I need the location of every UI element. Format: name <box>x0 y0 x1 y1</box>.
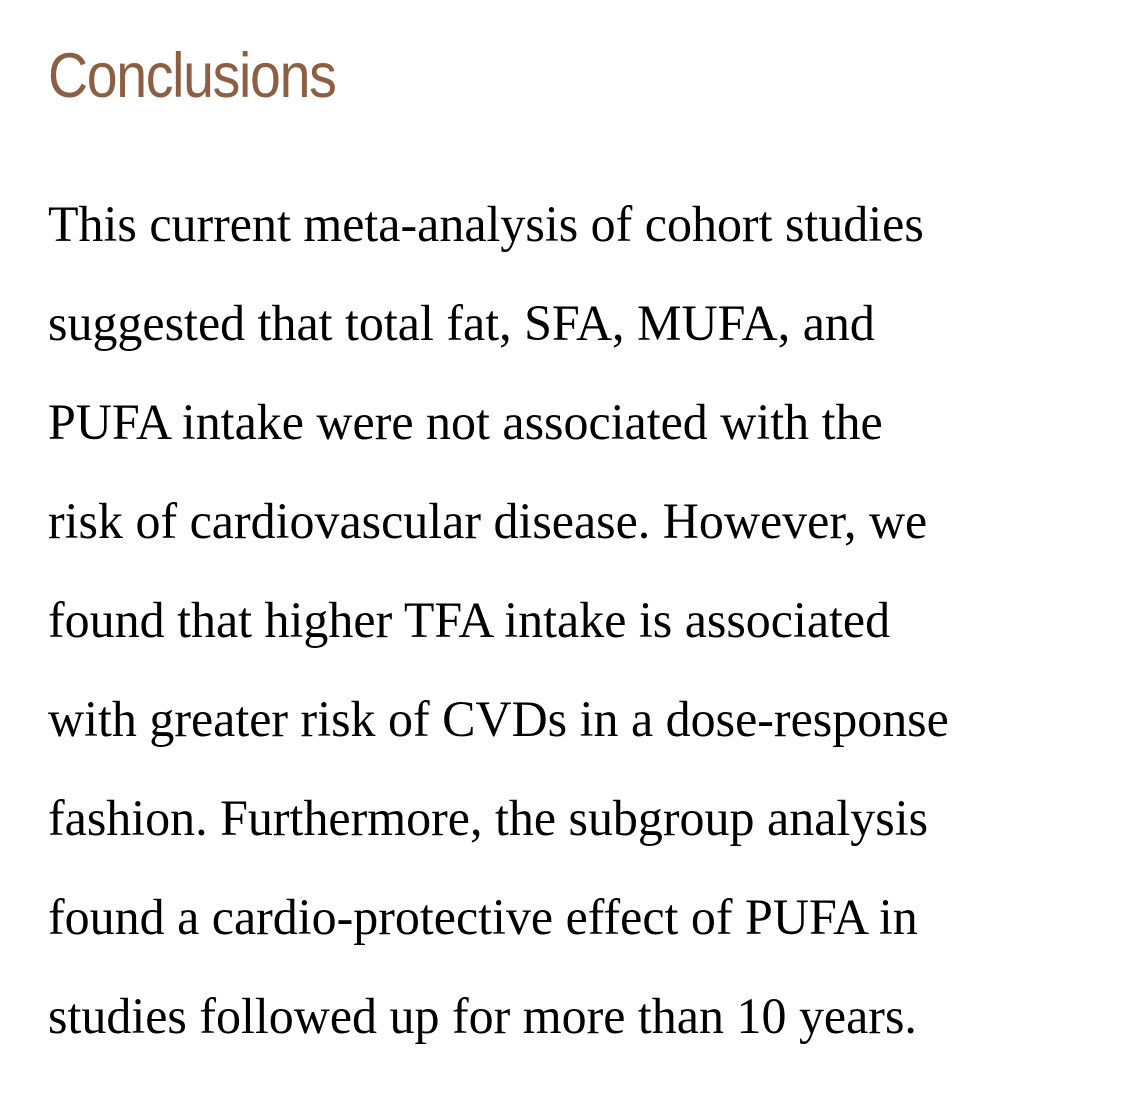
paragraph-line: risk of cardiovascular disease. However, we <box>48 494 928 550</box>
paragraph-line: fashion. Furthermore, the subgroup analysis <box>48 791 929 847</box>
paragraph-line: found a cardio-protective effect of PUFA in <box>48 890 918 946</box>
paragraph-line: studies followed up for more than 10 years. <box>48 989 917 1045</box>
paragraph-line: PUFA intake were not associated with the <box>48 395 883 451</box>
section-heading: Conclusions <box>48 41 336 111</box>
paragraph-line: suggested that total fat, SFA, MUFA, and <box>48 296 875 352</box>
paragraph-line: found that higher TFA intake is associated <box>48 593 891 649</box>
conclusions-paragraph <box>48 176 1108 1067</box>
paragraph-line: This current meta-analysis of cohort studies <box>48 197 924 253</box>
paragraph-line: with greater risk of CVDs in a dose-response <box>48 692 949 748</box>
